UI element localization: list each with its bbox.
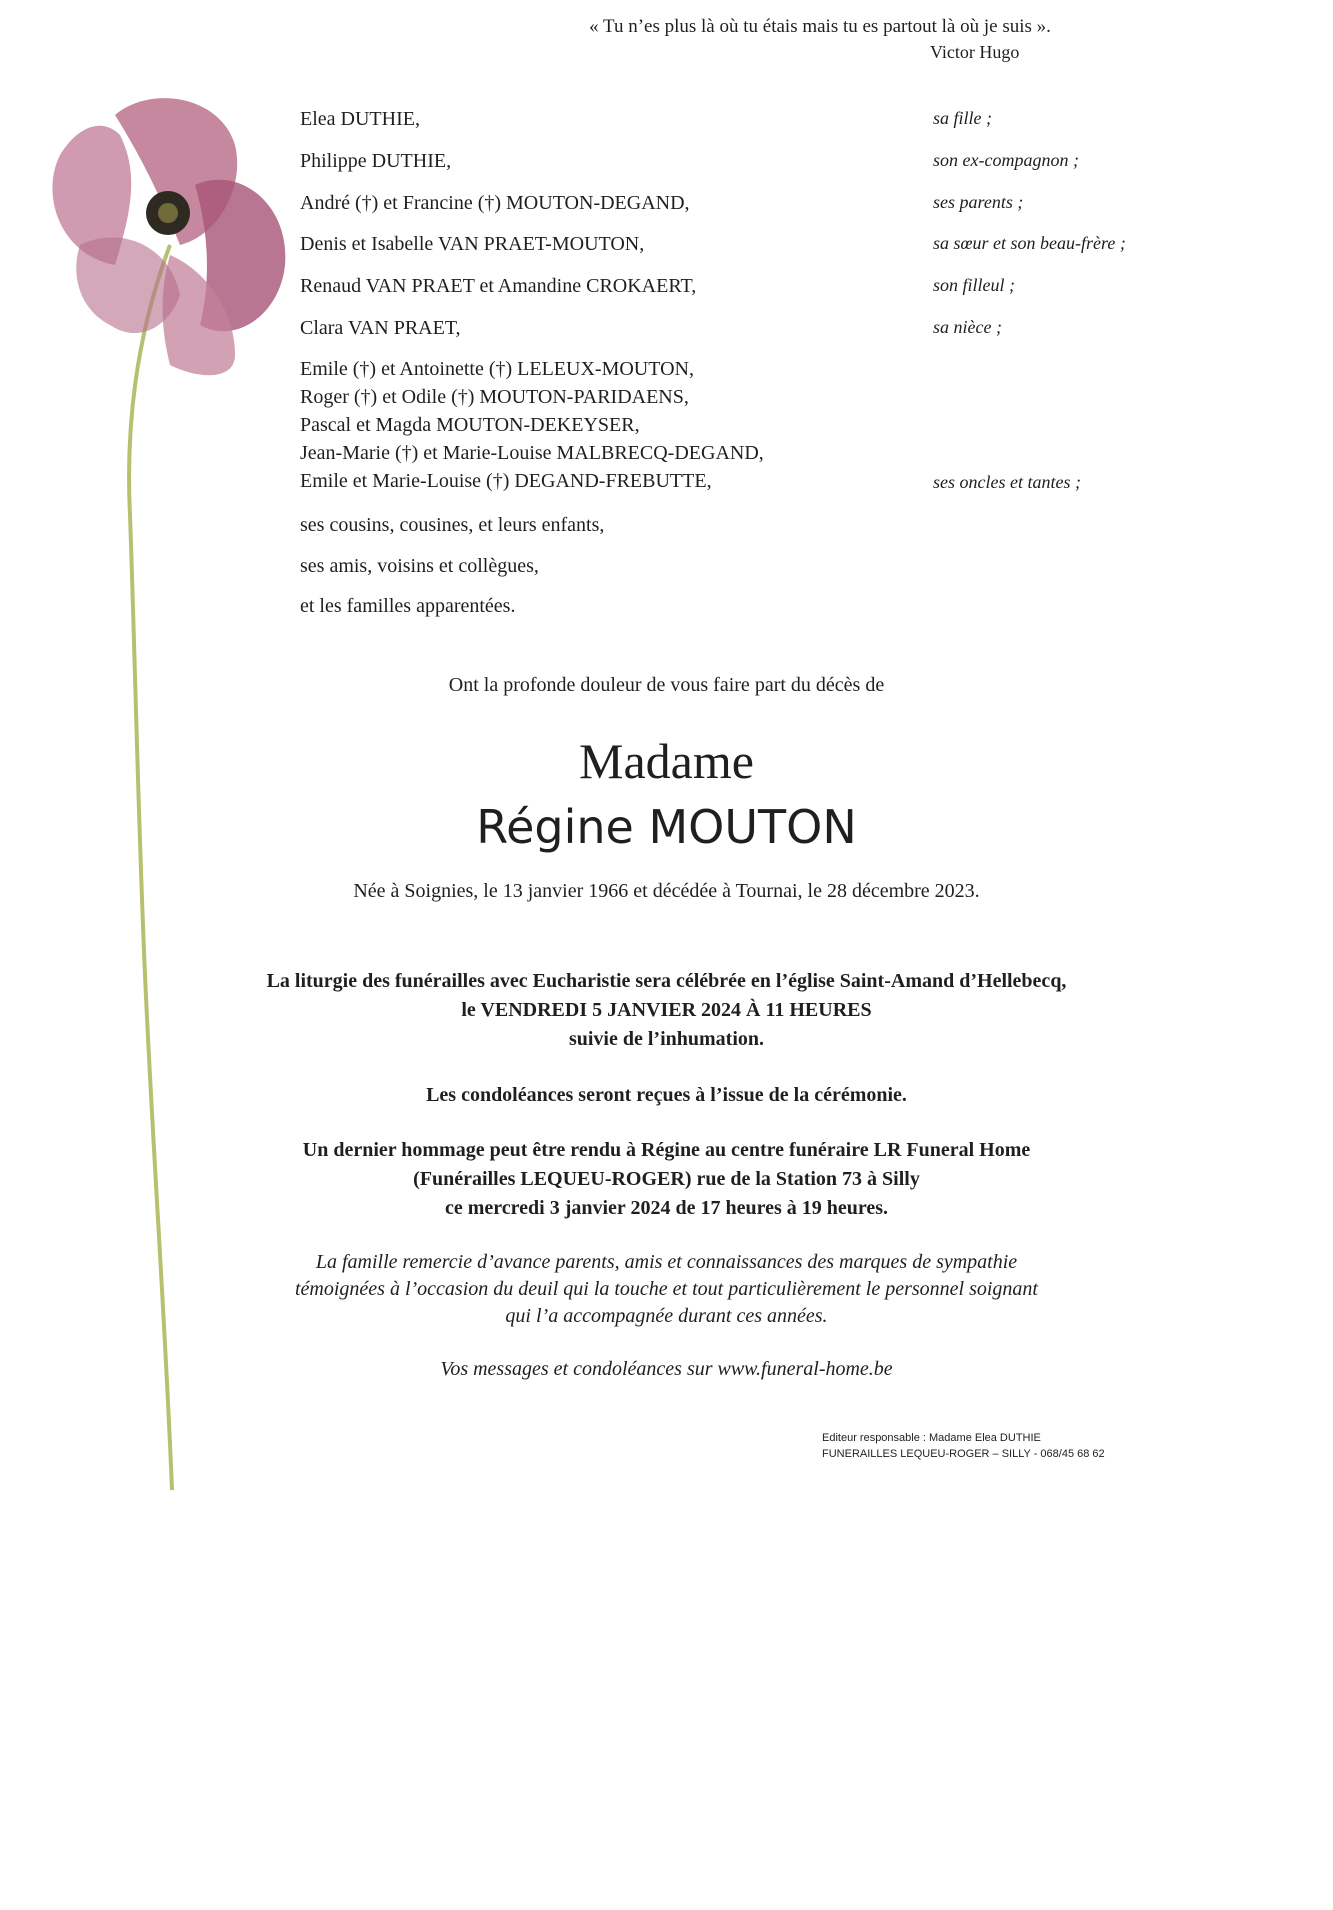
uncle-aunt-name: Pascal et Magda MOUTON-DEKEYSER, [300,414,640,436]
family-relation: ses parents ; [933,192,1024,212]
funeral-details [0,967,1333,1054]
condolences-text: Les condoléances seront reçues à l’issue de la cérémonie. [426,1084,907,1106]
quote-author: Victor Hugo [930,42,1020,62]
family-name: André (†) et Francine (†) MOUTON-DEGAND, [300,192,690,214]
deceased-name: Régine MOUTON [476,800,857,854]
family-relation: son ex-compagnon ; [933,150,1079,170]
editor-line: FUNERAILLES LEQUEU-ROGER – SILLY - 068/45 68 62 [822,1448,1105,1460]
family-name: Philippe DUTHIE, [300,150,452,172]
family-name: Clara VAN PRAET, [300,317,461,339]
announcement-text: Ont la profonde douleur de vous faire part du décès de [448,674,885,696]
uncle-aunt-name: Jean-Marie (†) et Marie-Louise MALBRECQ-DEGAND, [300,442,764,464]
family-relation: sa nièce ; [933,317,1002,337]
uncles-aunts-relation: ses oncles et tantes ; [933,472,1081,492]
deceased-title: Madame [579,733,754,789]
thanks-text [0,1249,1333,1330]
homage-line: Un dernier hommage peut être rendu à Régine au centre funéraire LR Funeral Home [302,1139,1031,1161]
thanks-line: La famille remercie d’avance parents, amis et connaissances des marques de sympathie [315,1251,1018,1273]
messages-text: Vos messages et condoléances sur www.funeral-home.be [440,1358,893,1380]
others-line: et les familles apparentées. [300,595,516,617]
uncle-aunt-name: Emile et Marie-Louise (†) DEGAND-FREBUTTE, [300,470,712,492]
homage-line: (Funérailles LEQUEU-ROGER) rue de la Station 73 à Silly [413,1168,920,1190]
funeral-line: le VENDREDI 5 JANVIER 2024 À 11 HEURES [461,999,872,1021]
family-relation: sa sœur et son beau-frère ; [933,233,1126,253]
editor-info [822,1430,1105,1462]
funeral-line: suivie de l’inhumation. [568,1028,765,1050]
funeral-line: La liturgie des funérailles avec Eucharistie sera célébrée en l’église Saint-Amand d’Hellebecq, [266,970,1067,992]
family-name: Renaud VAN PRAET et Amandine CROKAERT, [300,275,697,297]
family-relation: son filleul ; [933,275,1015,295]
birth-death-dates: Née à Soignies, le 13 janvier 1966 et décédée à Tournai, le 28 décembre 2023. [353,880,980,902]
homage-details [0,1136,1333,1223]
editor-line: Editeur responsable : Madame Elea DUTHIE [822,1432,1041,1444]
thanks-line: qui l’a accompagnée durant ces années. [505,1305,828,1327]
quote-text: « Tu n’es plus là où tu étais mais tu es partout là où je suis ». [589,16,1051,37]
uncle-aunt-name: Emile (†) et Antoinette (†) LELEUX-MOUTON, [300,358,694,380]
uncle-aunt-name: Roger (†) et Odile (†) MOUTON-PARIDAENS, [300,386,689,408]
thanks-line: témoignées à l’occasion du deuil qui la touche et tout particulièrement le personnel soignant [294,1278,1038,1300]
others-line: ses amis, voisins et collègues, [300,555,539,577]
family-name: Elea DUTHIE, [300,108,420,130]
homage-line: ce mercredi 3 janvier 2024 de 17 heures à 19 heures. [444,1197,889,1219]
family-relation: sa fille ; [933,108,992,128]
others-line: ses cousins, cousines, et leurs enfants, [300,514,605,536]
family-name: Denis et Isabelle VAN PRAET-MOUTON, [300,233,645,255]
